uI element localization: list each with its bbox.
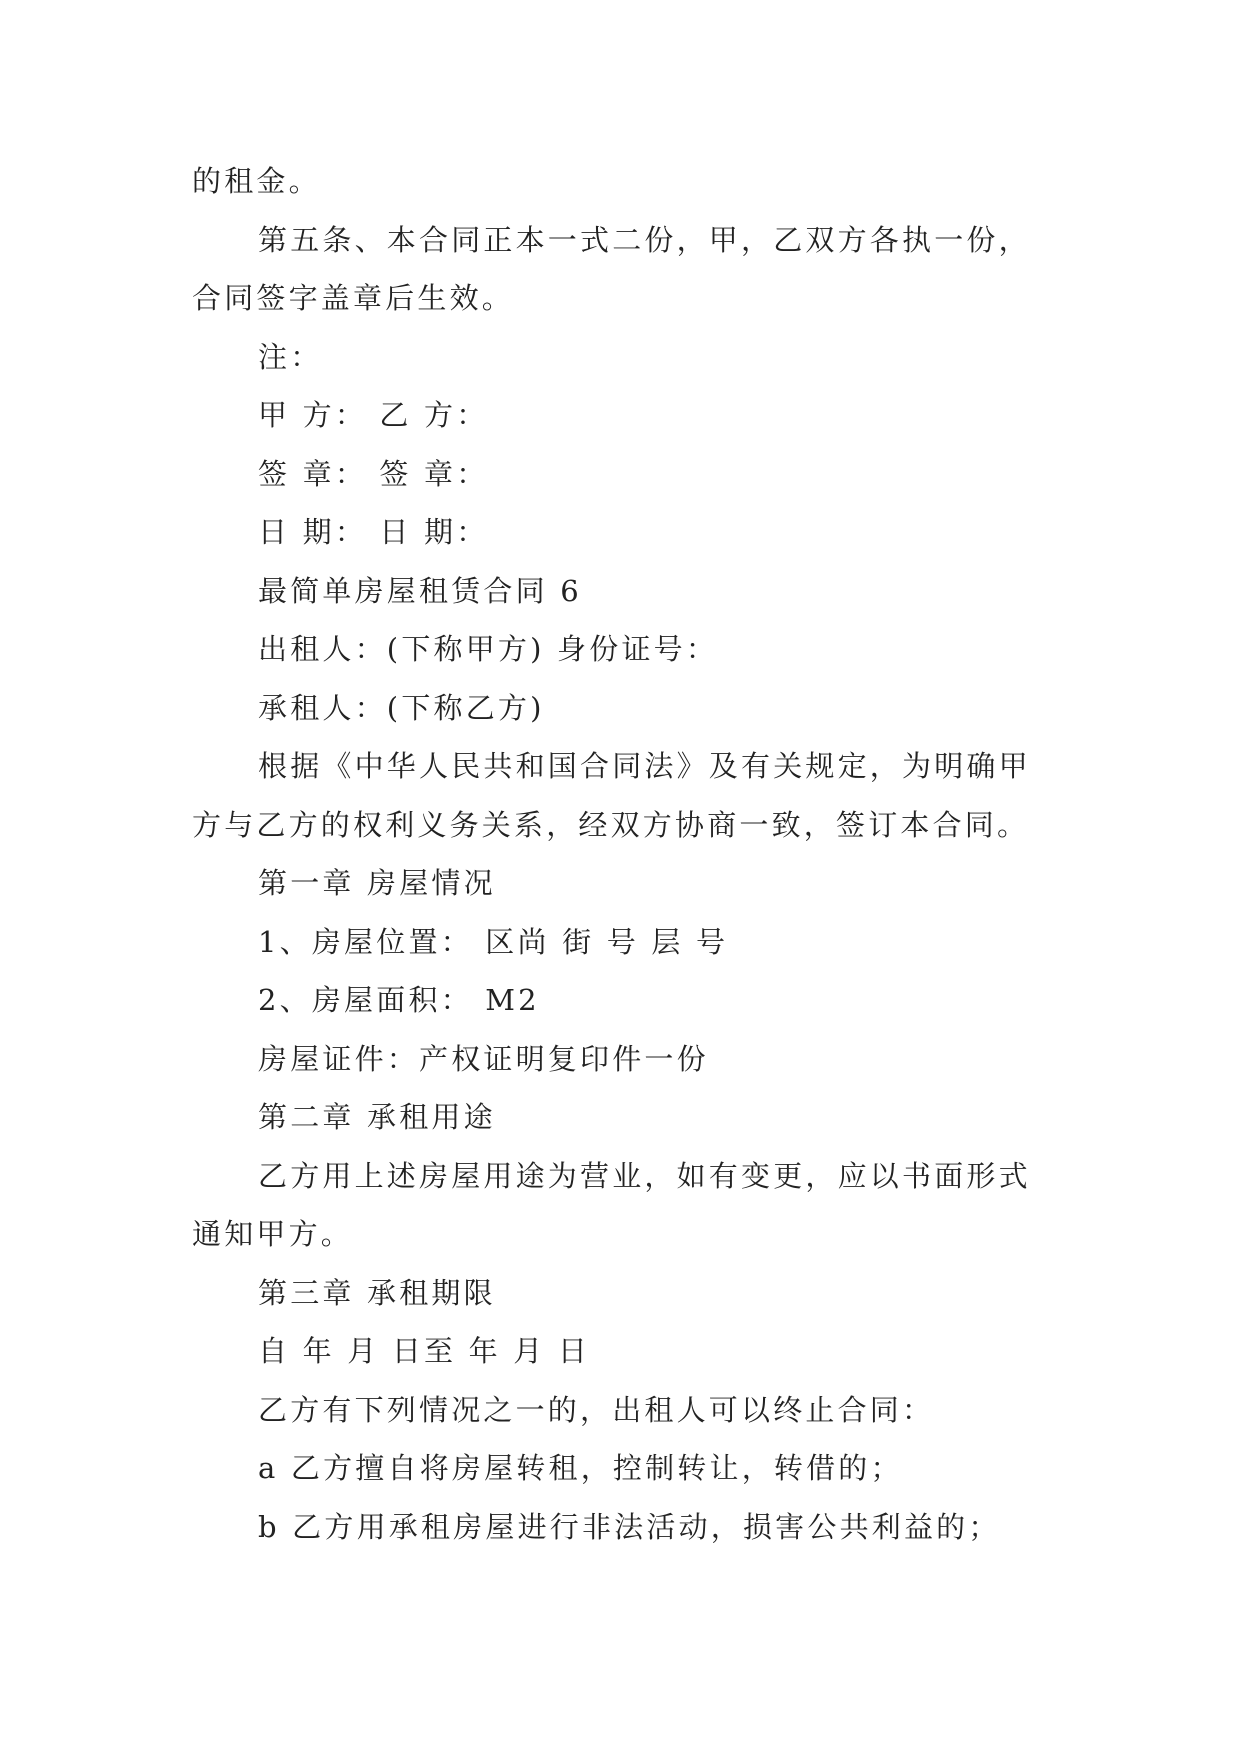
text-line: 甲 方： 乙 方： (258, 398, 489, 432)
document-body (192, 152, 1072, 1556)
text-line: 日 期： 日 期： (258, 515, 489, 549)
text-line: 乙方有下列情况之一的，出租人可以终止合同： (258, 1392, 935, 1427)
text-line: 通知甲方。 (192, 1217, 354, 1251)
chapter-heading: 第一章 房屋情况 (258, 866, 496, 900)
text-line: 注： (258, 339, 323, 374)
text-line: 房屋证件：产权证明复印件一份 (258, 1041, 709, 1076)
text-line: 根据《中华人民共和国合同法》及有关规定，为明确甲 (258, 749, 1031, 783)
text-line: 合同签字盖章后生效。 (192, 281, 515, 315)
text-line: 乙方用上述房屋用途为营业，如有变更，应以书面形式 (258, 1158, 1031, 1193)
chapter-heading: 第三章 承租期限 (258, 1275, 496, 1310)
text-line: 2、房屋面积： M2 (258, 983, 540, 1017)
text-line: 的租金。 (192, 164, 321, 198)
list-item: a 乙方擅自将房屋转租，控制转让，转借的； (258, 1451, 903, 1485)
text-line: 方与乙方的权利义务关系，经双方协商一致，签订本合同。 (192, 807, 1030, 842)
text-line: 自 年 月 日至 年 月 日 (258, 1334, 591, 1368)
text-line: 第五条、本合同正本一式二份，甲，乙双方各执一份， (258, 222, 1031, 257)
chapter-heading: 第二章 承租用途 (258, 1100, 496, 1134)
section-title: 最简单房屋租赁合同 6 (258, 573, 582, 608)
text-line: 承租人：(下称乙方) (258, 690, 545, 725)
text-line: 1、房屋位置： 区尚 街 号 层 号 (258, 924, 729, 959)
list-item: b 乙方用承租房屋进行非法活动，损害公共利益的； (258, 1509, 1001, 1544)
text-line: 出租人：(下称甲方) 身份证号： (258, 632, 719, 666)
text-line: 签 章： 签 章： (258, 456, 489, 491)
